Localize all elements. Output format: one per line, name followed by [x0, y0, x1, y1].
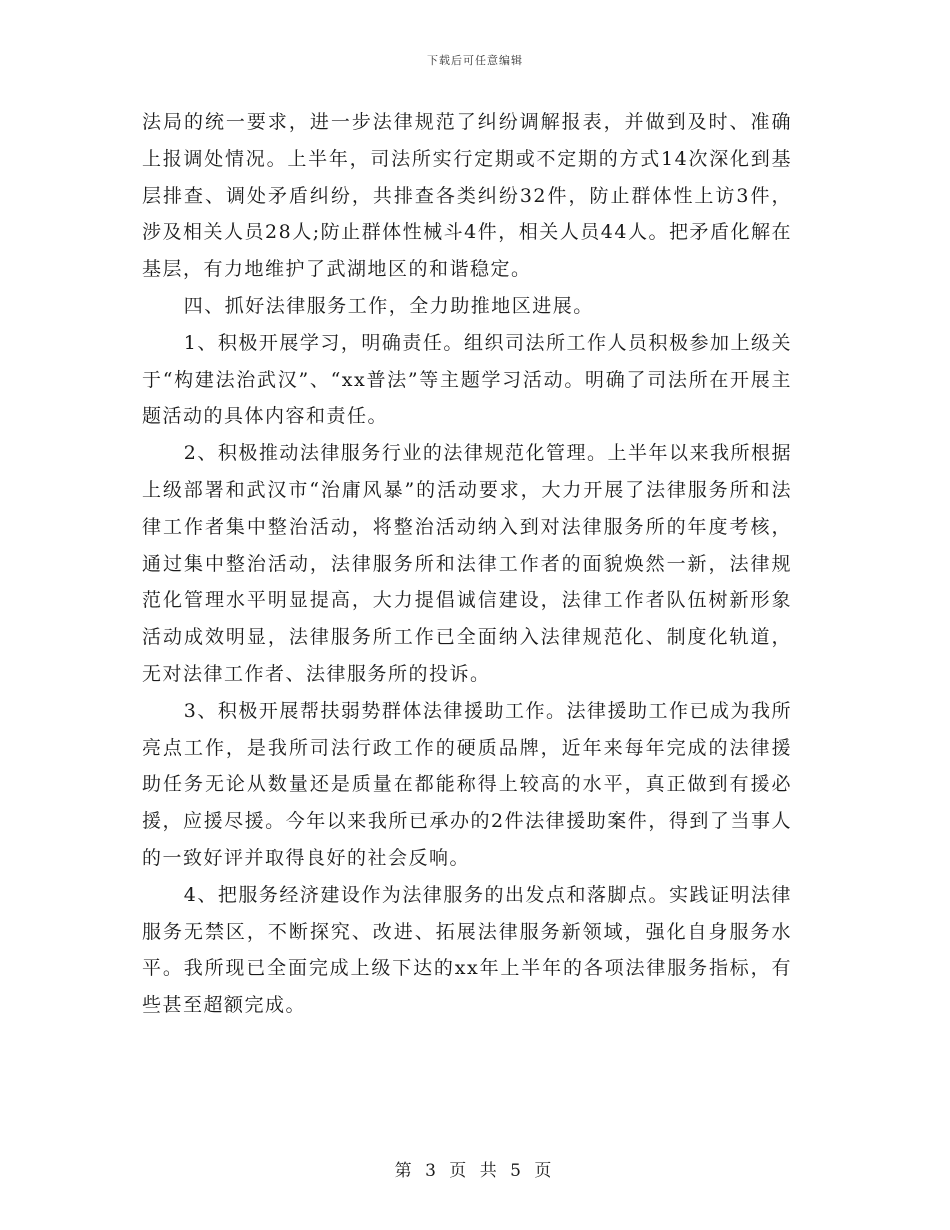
paragraph-item-2: 2、积极推动法律服务行业的法律规范化管理。上半年以来我所根据上级部署和武汉市“治庸风暴”的活动要求，大力开展了法律服务所和法律工作者集中整治活动，将整治活动纳入到对法律服务所的年度考核，通过集中整治活动，法律服务所和法律工作者的面貌焕然一新，法律规范化管理水平明显提高，大力提倡诚信建设，法律工作者队伍树新形象活动成效明显，法律服务所工作已全面纳入法律规范化、制度化轨道，无对法律工作者、法律服务所的投诉。	[142, 442, 792, 685]
document-body	[142, 104, 792, 1024]
paragraph-item-1: 1、积极开展学习，明确责任。组织司法所工作人员积极参加上级关于“构建法治武汉”、“xx普法”等主题学习活动。明确了司法所在开展主题活动的具体内容和责任。	[142, 331, 792, 428]
paragraph-continuation: 法局的统一要求，进一步法律规范了纠纷调解报表，并做到及时、准确上报调处情况。上半年，司法所实行定期或不定期的方式14次深化到基层排查、调处矛盾纠纷，共排查各类纠纷32件，防止群体性上访3件，涉及相关人员28人;防止群体性械斗4件，相关人员44人。把矛盾化解在基层，有力地维护了武湖地区的和谐稳定。	[142, 111, 792, 281]
section-heading-four: 四、抓好法律服务工作，全力助推地区进展。	[183, 294, 594, 317]
paragraph-item-3: 3、积极开展帮扶弱势群体法律援助工作。法律援助工作已成为我所亮点工作，是我所司法行政工作的硬质品牌，近年来每年完成的法律援助任务无论从数量还是质量在都能称得上较高的水平，真正做到有援必援，应援尽援。今年以来我所已承办的2件法律援助案件，得到了当事人的一致好评并取得良好的社会反响。	[142, 699, 792, 869]
paragraph-item-4: 4、把服务经济建设作为法律服务的出发点和落脚点。实践证明法律服务无禁区，不断探究、改进、拓展法律服务新领域，强化自身服务水平。我所现已全面完成上级下达的xx年上半年的各项法律服务指标，有些甚至超额完成。	[142, 883, 792, 1017]
page-header-note: 下载后可任意编辑	[427, 54, 523, 67]
page-number: 第 3 页 共 5 页	[394, 1161, 556, 1181]
